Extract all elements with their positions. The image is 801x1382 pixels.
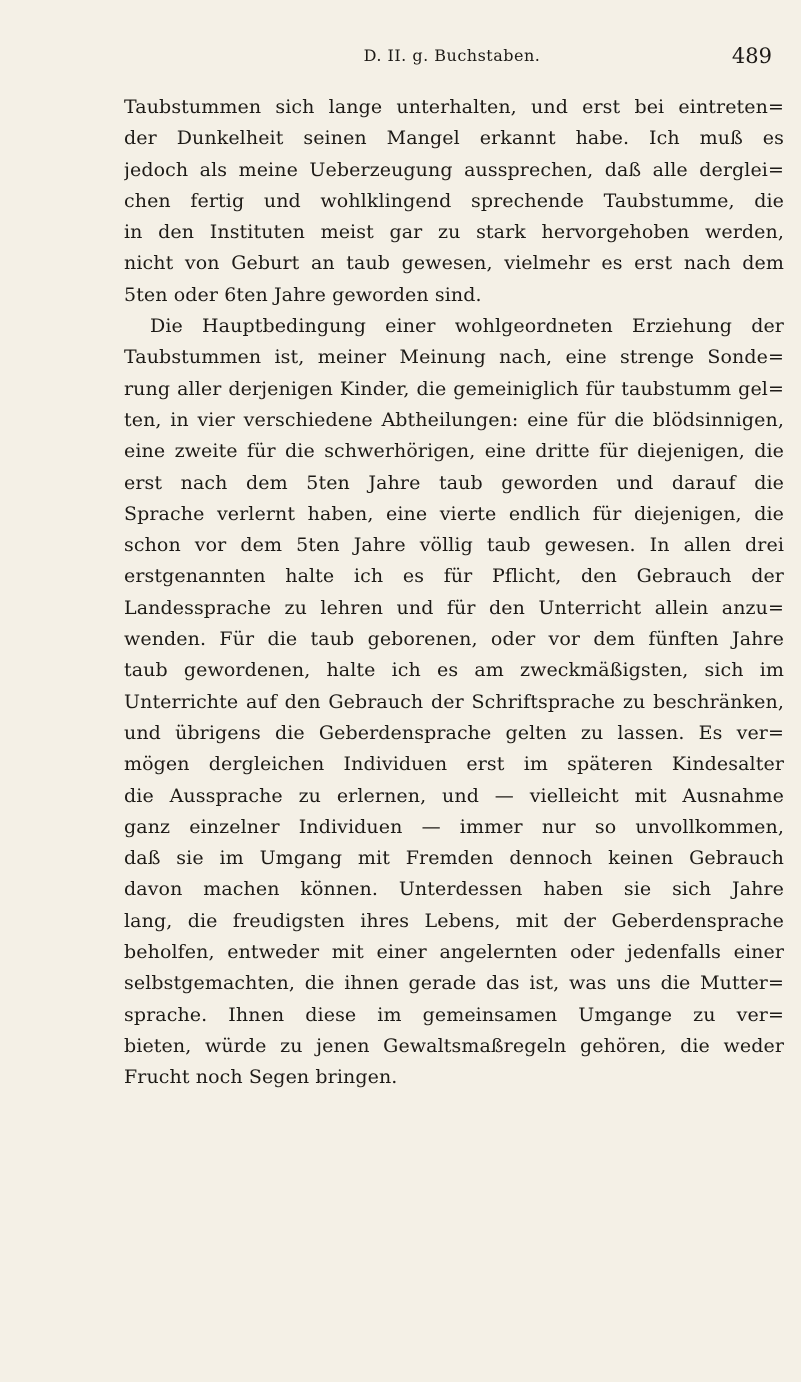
text-line: Sprache verlernt haben, eine vierte endlich für diejenigen, die xyxy=(124,502,784,525)
text-line: lang, die freudigsten ihres Lebens, mit der Geberdensprache xyxy=(124,909,784,932)
text-line: mögen dergleichen Individuen erst im späteren Kindesalter xyxy=(124,753,784,776)
text-line: chen fertig und wohlklingend sprechende Taubstumme, die xyxy=(124,189,784,212)
text-line: und übrigens die Geberdensprache gelten zu lassen. Es ver= xyxy=(124,721,784,744)
text-line: bieten, würde zu jenen Gewaltsmaßregeln gehören, die weder xyxy=(124,1034,784,1057)
text-line: daß sie im Umgang mit Fremden dennoch keinen Gebrauch xyxy=(124,847,784,870)
page-number: 489 xyxy=(731,44,772,68)
text-line: beholfen, entweder mit einer angelernten oder jedenfalls einer xyxy=(124,941,784,964)
text-line: selbstgemachten, die ihnen gerade das ist, was uns die Mutter= xyxy=(124,972,784,995)
text-line: sprache. Ihnen diese im gemeinsamen Umgange zu ver= xyxy=(124,1003,784,1026)
text-line: Taubstummen sich lange unterhalten, und erst bei eintreten= xyxy=(124,96,784,118)
text-line: rung aller derjenigen Kinder, die gemeiniglich für taubstumm gel= xyxy=(124,377,784,400)
text-line: ganz einzelner Individuen — immer nur so unvollkommen, xyxy=(124,815,784,838)
text-line: Landessprache zu lehren und für den Unterricht allein anzu= xyxy=(124,596,784,619)
text-line: nicht von Geburt an taub gewesen, vielmehr es erst nach dem xyxy=(124,252,784,275)
text-line: ten, in vier verschiedene Abtheilungen: eine für die blödsinnigen, xyxy=(124,408,784,431)
text-line: Unterrichte auf den Gebrauch der Schriftsprache zu beschränken, xyxy=(124,690,784,713)
text-line: Die Hauptbedingung einer wohlgeordneten Erziehung der xyxy=(150,315,784,338)
text-line: die Aussprache zu erlernen, und — vielleicht mit Ausnahme xyxy=(124,784,784,807)
text-line: Frucht noch Segen bringen. xyxy=(124,1066,398,1089)
running-head: D. II. g. Buchstaben. xyxy=(363,46,541,65)
body-text xyxy=(124,92,784,1094)
text-line: erst nach dem 5ten Jahre taub geworden und darauf die xyxy=(124,471,784,494)
text-line: eine zweite für die schwerhörigen, eine dritte für diejenigen, die xyxy=(124,440,784,463)
text-line: der Dunkelheit seinen Mangel erkannt habe. Ich muß es xyxy=(124,127,784,150)
text-line: davon machen können. Unterdessen haben sie sich Jahre xyxy=(124,878,784,901)
text-line: 5ten oder 6ten Jahre geworden sind. xyxy=(124,283,482,306)
page-header xyxy=(132,44,772,72)
text-line: in den Instituten meist gar zu stark hervorgehoben werden, xyxy=(124,221,784,244)
text-line: wenden. Für die taub geborenen, oder vor dem fünften Jahre xyxy=(124,628,784,651)
text-line: taub gewordenen, halte ich es am zweckmäßigsten, sich im xyxy=(124,659,784,682)
text-line: jedoch als meine Ueberzeugung aussprechen, daß alle derglei= xyxy=(124,158,784,181)
text-line: schon vor dem 5ten Jahre völlig taub gewesen. In allen drei xyxy=(124,534,784,557)
text-line: erstgenannten halte ich es für Pflicht, den Gebrauch der xyxy=(124,565,784,588)
text-line: Taubstummen ist, meiner Meinung nach, eine strenge Sonde= xyxy=(124,346,784,369)
